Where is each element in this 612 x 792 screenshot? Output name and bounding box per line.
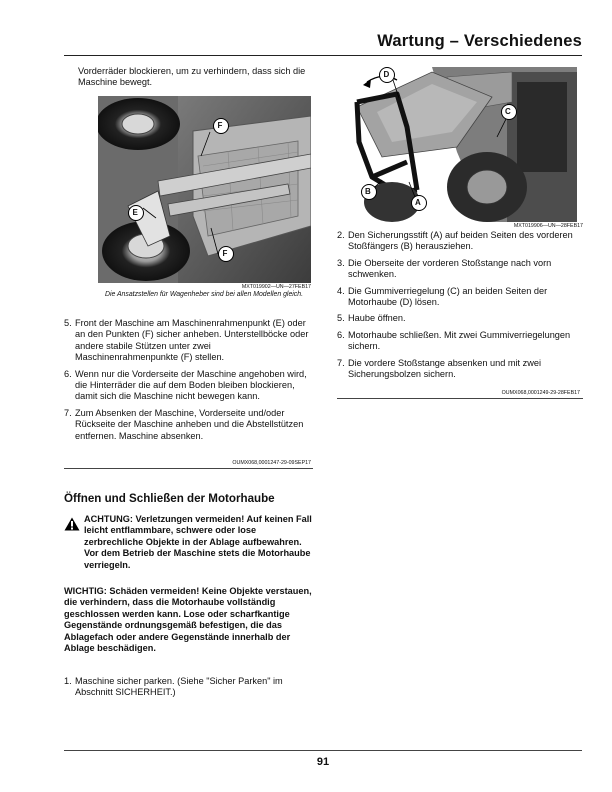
section-rule-left — [64, 468, 313, 469]
list-item — [64, 676, 314, 699]
callout-c: C — [505, 107, 511, 116]
callout-b: B — [365, 187, 371, 196]
step-text: Front der Maschine am Maschinenrahmenpunkt (E) oder an den Punkten (F) sicher anheben. Unterstellböcke oder andere stabile Stützen unter zwei Maschinenrahmenpunkte (F) stellen. — [75, 318, 309, 363]
list-item — [337, 358, 583, 381]
header-rule — [64, 55, 582, 56]
list-item — [64, 408, 314, 442]
callout-f-bottom: F — [222, 249, 228, 258]
list-item — [64, 369, 314, 403]
step-text: Maschine sicher parken. (Siehe "Sicher Parken" im Abschnitt SICHERHEIT.) — [75, 676, 283, 698]
step-number: 6. — [337, 329, 345, 340]
step-number: 6. — [64, 368, 72, 379]
section-heading: Öffnen und Schließen der Motorhaube — [64, 492, 275, 505]
step-text: Die Gummiverriegelung (C) an beiden Seiten der Motorhaube (D) lösen. — [348, 285, 548, 308]
section-rule-right — [337, 398, 583, 399]
figure1-ref: MXT019902—UN—27FEB17 — [241, 284, 311, 290]
list-item — [337, 230, 583, 253]
caution-block — [64, 514, 314, 571]
left-step1-list — [64, 676, 314, 704]
left-steps-list — [64, 318, 314, 447]
right-steps-list — [337, 230, 583, 385]
step-number: 2. — [337, 230, 345, 240]
step-text: Motorhaube schließen. Mit zwei Gummiverriegelungen sichern. — [348, 329, 571, 352]
jack-points-illustration — [98, 96, 311, 283]
callout-f-top: F — [217, 121, 223, 130]
section-ref-left: OUMX068,0001247-29-09SEP17 — [232, 460, 311, 466]
step-number: 7. — [337, 357, 345, 368]
step-number: 3. — [337, 257, 345, 268]
step-number: 1. — [64, 676, 72, 686]
list-item — [337, 286, 583, 309]
figure1-caption: Die Ansatzstellen für Wagenheber sind bei allen Modellen gleich. — [104, 291, 304, 298]
list-item — [337, 258, 583, 281]
step-text: Den Sicherungsstift (A) auf beiden Seiten des vorderen Stoßfängers (B) herausziehen. — [348, 230, 573, 252]
footer-rule — [64, 750, 582, 751]
intro-text: Vorderräder blockieren, um zu verhindern, dass sich die Maschine bewegt. — [78, 66, 306, 88]
step-number: 7. — [64, 407, 72, 418]
step-text: Die vordere Stoßstange absenken und mit zwei Sicherungsbolzen sichern. — [348, 357, 542, 380]
callout-e: E — [132, 208, 138, 217]
step-text: Die Oberseite der vorderen Stoßstange nach vorn schwenken. — [348, 257, 552, 280]
hood-bumper-illustration — [337, 62, 577, 222]
step-number: 4. — [337, 285, 345, 296]
step-number: 5. — [64, 318, 72, 328]
callout-a: A — [415, 198, 421, 207]
step-text: Zum Absenken der Maschine, Vorderseite und/oder Rückseite der Maschine anheben und die Abstellstützen entfernen. Maschine absenken. — [75, 407, 304, 441]
list-item — [337, 313, 583, 324]
page-number: 91 — [316, 756, 330, 768]
caution-text: ACHTUNG: Verletzungen vermeiden! Auf keinen Fall leicht entflammbare, schwere oder lose zerbrechliche Objekte in der Ablage aufbewahren. Vor dem Betrieb der Maschine stets die Motorhaube verriegeln. — [84, 514, 312, 570]
figure2-ref: MXT019906—UN—28FEB17 — [513, 223, 583, 229]
important-text: WICHTIG: Schäden vermeiden! Keine Objekte verstauen, die verhindern, dass die Motorhaube vollständig geschlossen werden kann. Lose oder scharfkantige Gegenstände ordnungsgemäß befestigen, die das Ablagefach oder andere Gegenstände innerhalb der Ablage beschädigen. — [64, 586, 312, 654]
step-number: 5. — [337, 313, 345, 324]
list-item — [64, 318, 314, 364]
warning-triangle-icon — [64, 517, 80, 531]
section-ref-right: OUMX068,0001249-29-28FEB17 — [501, 390, 580, 396]
step-text: Haube öffnen. — [348, 313, 406, 324]
callout-d: D — [383, 70, 390, 79]
jack-points-figure — [98, 96, 311, 283]
step-text: Wenn nur die Vorderseite der Maschine angehoben wird, die Hinterräder die auf dem Boden bleiben blockieren, damit sich die Maschine nicht bewegen kann. — [75, 368, 307, 402]
hood-bumper-figure — [337, 62, 577, 222]
page-title: Wartung – Verschiedenes — [377, 32, 582, 50]
list-item — [337, 330, 583, 353]
